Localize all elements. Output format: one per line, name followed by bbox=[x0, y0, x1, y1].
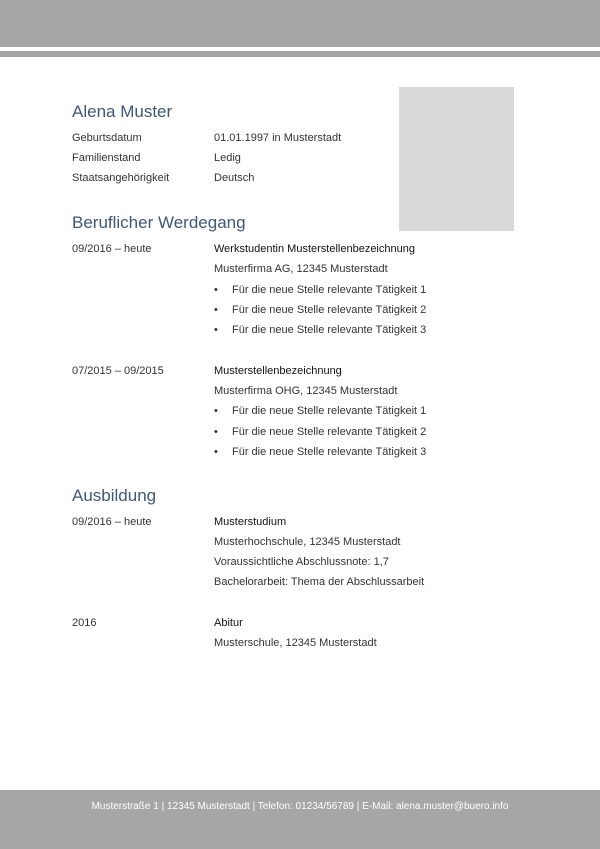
education-line: Musterhochschule, 12345 Musterstadt bbox=[214, 536, 401, 548]
bullet-icon: • bbox=[214, 426, 218, 438]
birthdate-value: 01.01.1997 in Musterstadt bbox=[214, 132, 342, 144]
career-company: Musterfirma OHG, 12345 Musterstadt bbox=[214, 385, 398, 397]
bullet-icon: • bbox=[214, 284, 218, 296]
career-period: 09/2016 – heute bbox=[72, 243, 152, 255]
career-period: 07/2015 – 09/2015 bbox=[72, 365, 164, 377]
footer-bar bbox=[0, 790, 600, 849]
header-stripe bbox=[0, 51, 600, 57]
education-heading: Ausbildung bbox=[72, 486, 157, 505]
bullet-icon: • bbox=[214, 446, 218, 458]
education-line: Voraussichtliche Abschlussnote: 1,7 bbox=[214, 556, 389, 568]
career-title: Musterstellenbezeichnung bbox=[214, 365, 342, 377]
education-period: 09/2016 – heute bbox=[72, 516, 152, 528]
education-period: 2016 bbox=[72, 617, 97, 629]
bullet-icon: • bbox=[214, 405, 218, 417]
birthdate-label: Geburtsdatum bbox=[72, 132, 142, 144]
applicant-name: Alena Muster bbox=[72, 102, 173, 121]
header-bar bbox=[0, 0, 600, 47]
nationality-label: Staatsangehörigkeit bbox=[72, 172, 170, 184]
bullet-icon: • bbox=[214, 304, 218, 316]
career-heading: Beruflicher Werdegang bbox=[72, 213, 246, 232]
contact-info: Musterstraße 1 | 12345 Musterstadt | Telefon: 01234/56789 | E-Mail: alena.muster@buero.info bbox=[91, 801, 509, 812]
photo-placeholder bbox=[399, 87, 514, 231]
career-company: Musterfirma AG, 12345 Musterstadt bbox=[214, 263, 388, 275]
marital-status-value: Ledig bbox=[214, 152, 241, 164]
education-title: Abitur bbox=[214, 617, 243, 629]
nationality-value: Deutsch bbox=[214, 172, 255, 184]
education-line: Bachelorarbeit: Thema der Abschlussarbeit bbox=[214, 576, 425, 588]
marital-status-label: Familienstand bbox=[72, 152, 141, 164]
education-title: Musterstudium bbox=[214, 516, 287, 528]
bullet-icon: • bbox=[214, 324, 218, 336]
career-title: Werkstudentin Musterstellenbezeichnung bbox=[214, 243, 415, 255]
education-line: Musterschule, 12345 Musterstadt bbox=[214, 637, 377, 649]
